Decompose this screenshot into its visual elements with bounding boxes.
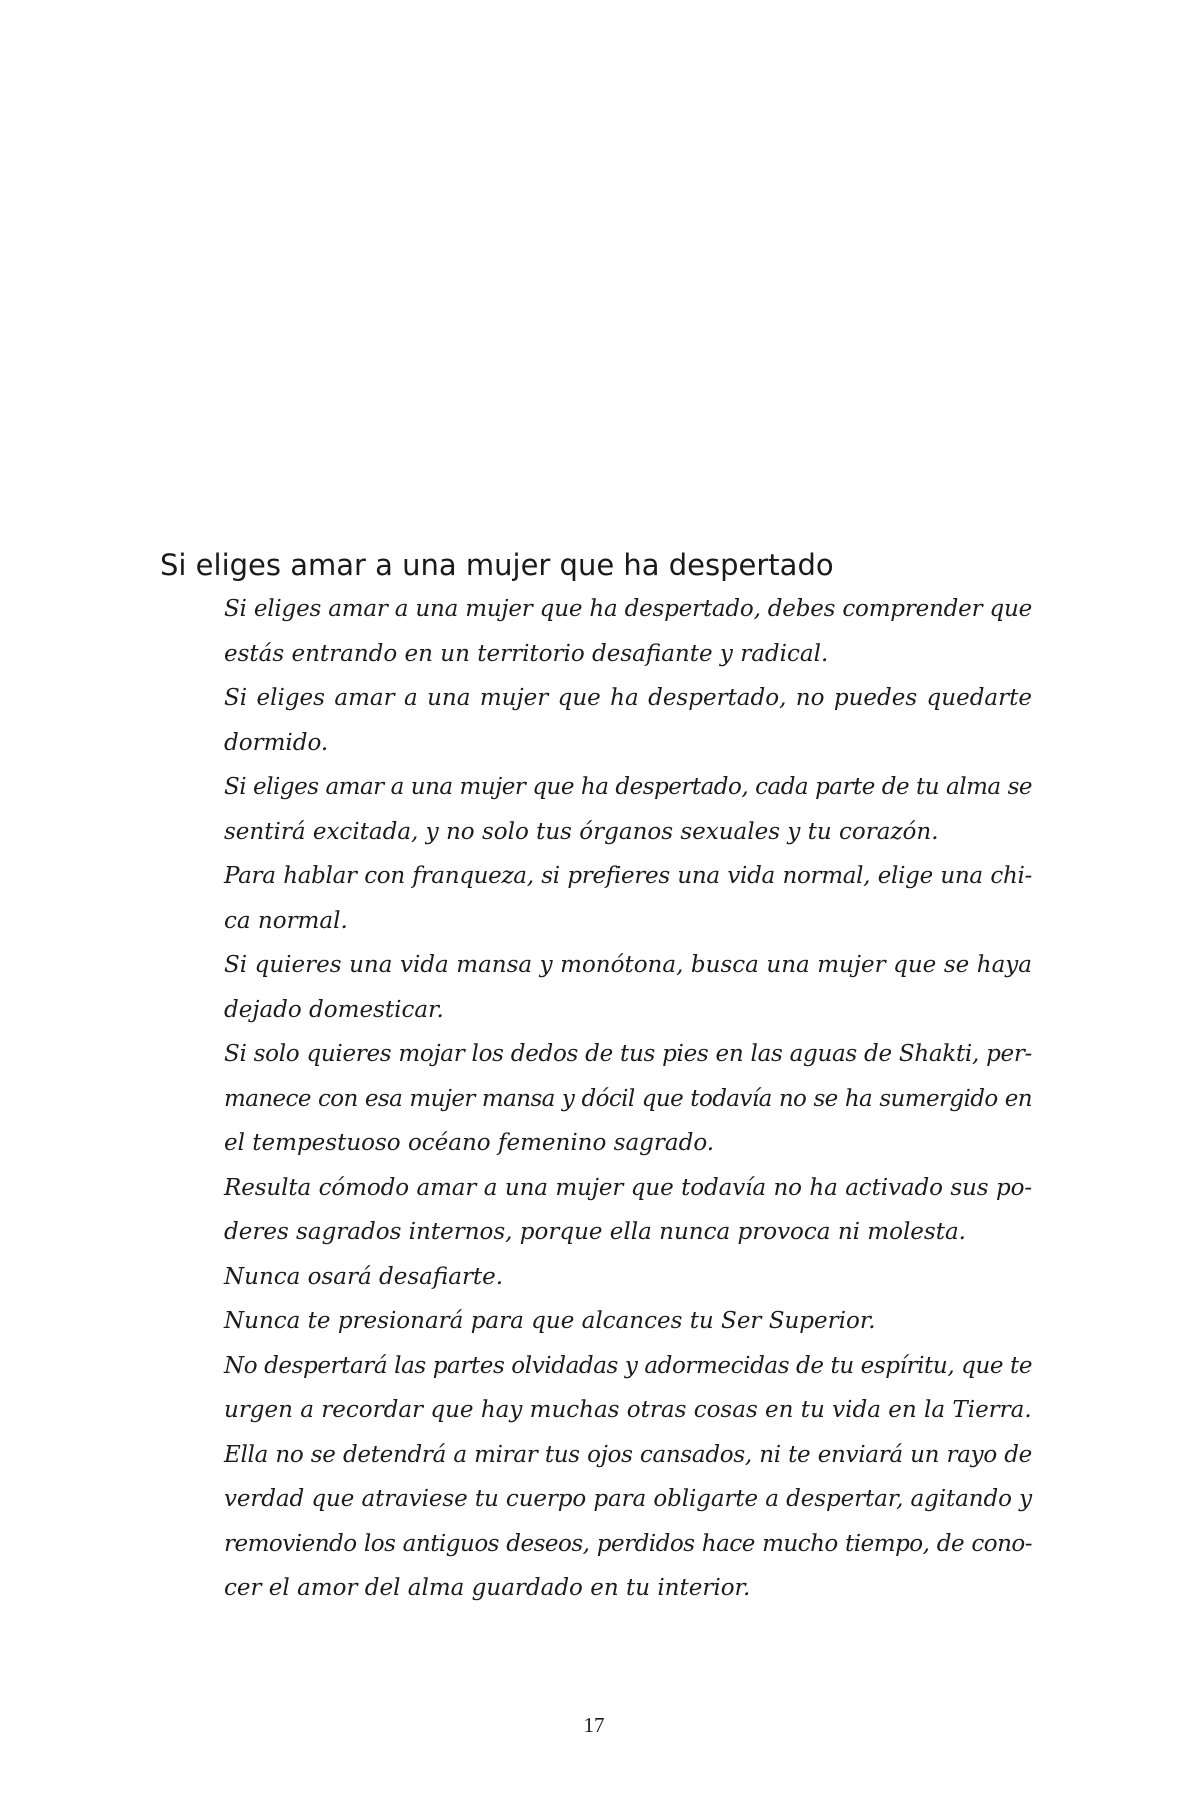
text-line: Para hablar con franqueza, si prefieres una vida normal, elige una chi- xyxy=(224,863,1032,889)
page-number: 17 xyxy=(583,1713,605,1737)
text-line: el tempestuoso océano femenino sagrado. xyxy=(224,1130,715,1156)
text-line: Si eliges amar a una mujer que ha despertado, debes comprender que xyxy=(224,596,1033,622)
text-line: Si solo quieres mojar los dedos de tus pies en las aguas de Shakti, per- xyxy=(224,1041,1032,1067)
text-line: Nunca te presionará para que alcances tu Ser Superior. xyxy=(224,1308,876,1334)
text-line: urgen a recordar que hay muchas otras cosas en tu vida en la Tierra. xyxy=(224,1397,1032,1423)
text-line: Si quieres una vida mansa y monótona, busca una mujer que se haya xyxy=(224,952,1032,978)
text-line: Ella no se detendrá a mirar tus ojos cansados, ni te enviará un rayo de xyxy=(224,1441,1032,1468)
text-line: estás entrando en un territorio desafiante y radical. xyxy=(224,640,829,667)
text-line: removiendo los antiguos deseos, perdidos hace mucho tiempo, de cono- xyxy=(224,1530,1032,1557)
text-line: ca normal. xyxy=(224,907,348,934)
text-line: dormido. xyxy=(224,729,329,756)
text-line: dejado domesticar. xyxy=(224,996,444,1023)
text-line: sentirá excitada, y no solo tus órganos sexuales y tu corazón. xyxy=(224,818,939,845)
text-line: cer el amor del alma guardado en tu interior. xyxy=(224,1575,751,1601)
text-line: No despertará las partes olvidadas y adormecidas de tu espíritu, que te xyxy=(224,1352,1033,1379)
text-line: Nunca osará desafiarte. xyxy=(224,1263,504,1290)
text-line: verdad que atraviese tu cuerpo para obligarte a despertar, agitando y xyxy=(224,1486,1032,1512)
text-line: deres sagrados internos, porque ella nunca provoca ni molesta. xyxy=(224,1219,966,1245)
text-line: Si eliges amar a una mujer que ha despertado, no puedes quedarte xyxy=(224,685,1032,711)
text-line: Resulta cómodo amar a una mujer que todavía no ha activado sus po- xyxy=(224,1174,1032,1201)
text-line: manece con esa mujer mansa y dócil que todavía no se ha sumergido en xyxy=(224,1085,1032,1112)
body-text xyxy=(224,587,1032,1611)
section-title: Si eliges amar a una mujer que ha despertado xyxy=(160,548,834,582)
text-line: Si eliges amar a una mujer que ha despertado, cada parte de tu alma se xyxy=(224,774,1032,800)
